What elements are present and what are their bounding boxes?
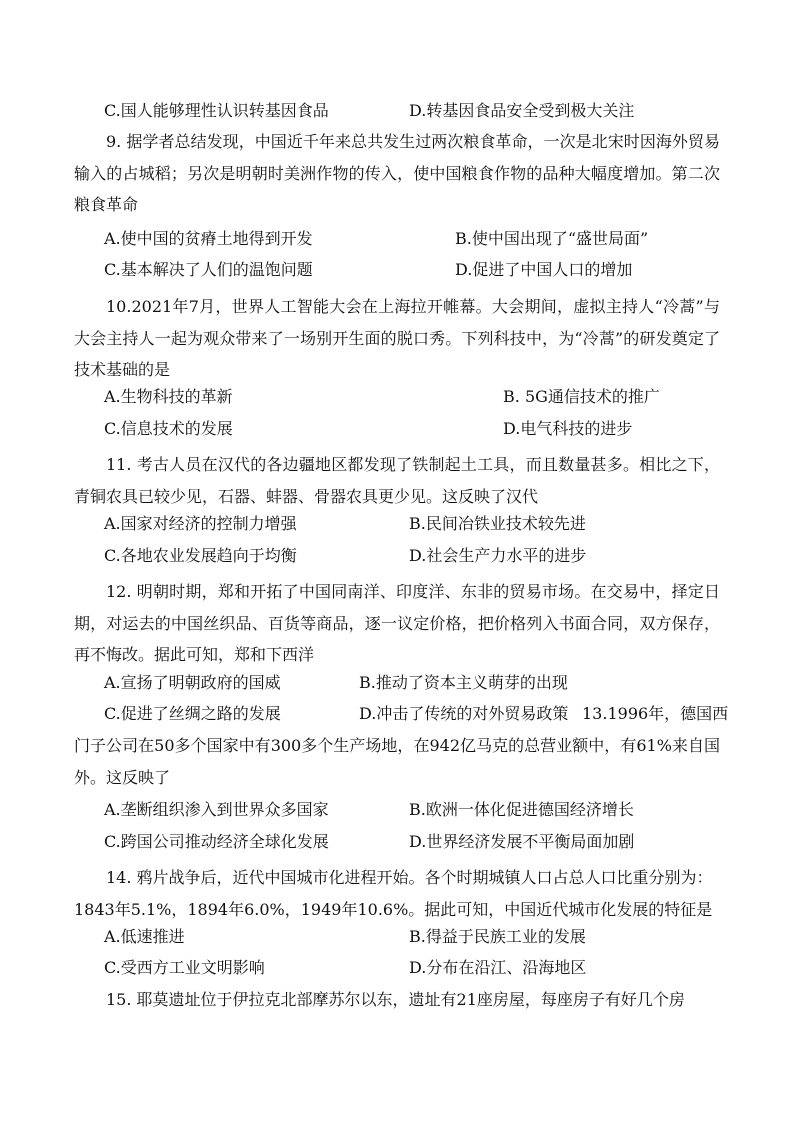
question-text: 2021年7月，世界人工智能大会在上海拉开帷幕。大会期间，虚拟主持人“冷蒿”与大会主持人一起为观众带来了一场别开生面的脱口秀。下列科技中，为“冷蒿”的研发奠定了技术基础的是 [74, 297, 720, 380]
option-letter: D. [359, 704, 377, 723]
q10-stem [74, 291, 720, 386]
option-letter: B. [409, 927, 426, 946]
option-letter: A. [104, 229, 121, 248]
option-letter: D. [409, 832, 427, 851]
option-text: 跨国公司推动经济全球化发展 [120, 832, 329, 851]
q8-option-c [104, 100, 329, 122]
option-text: 5G通信技术的推广 [524, 387, 660, 406]
q12-option-a [104, 672, 281, 694]
option-letter: A. [104, 800, 121, 819]
option-text: 生物科技的革新 [120, 387, 233, 406]
q8-option-d [409, 100, 634, 122]
option-letter: C. [104, 958, 121, 977]
option-text: 低速推进 [120, 927, 185, 946]
q11-option-d [409, 545, 586, 567]
option-text: 欧洲一体化促进德国经济增长 [425, 800, 634, 819]
option-letter: C. [104, 101, 121, 120]
option-letter: C. [104, 832, 121, 851]
option-letter: D. [503, 419, 521, 438]
option-text: 信息技术的发展 [120, 419, 233, 438]
option-text: 国家对经济的控制力增强 [120, 514, 297, 533]
option-text: 转基因食品安全受到极大关注 [426, 101, 635, 120]
option-text: 电气科技的进步 [520, 419, 633, 438]
question-number: 14. [106, 868, 132, 887]
question-number: 13. [582, 704, 608, 723]
option-letter: C. [104, 419, 121, 438]
option-text: 民间冶铁业技术较先进 [425, 514, 586, 533]
option-letter: B. [359, 673, 376, 692]
option-letter: C. [104, 546, 121, 565]
option-text: 社会生产力水平的进步 [426, 546, 587, 565]
q11-option-a [104, 513, 297, 535]
q11-stem [74, 449, 720, 512]
option-text: 宣扬了明朝政府的国威 [120, 673, 281, 692]
q12-option-c [104, 703, 281, 725]
q13-option-d [409, 831, 634, 853]
q10-option-d [503, 418, 632, 440]
question-number: 10. [106, 297, 132, 316]
question-number: 12. [106, 582, 132, 601]
option-letter: B. [409, 800, 426, 819]
option-letter: D. [409, 958, 427, 977]
option-text: 分布在沿江、沿海地区 [426, 958, 587, 977]
option-text: 促进了丝绸之路的发展 [120, 704, 281, 723]
option-text: 推动了资本主义萌芽的出现 [375, 673, 568, 692]
q11-option-c [104, 545, 297, 567]
question-text: 1843年5.1%，1894年6.0%，1949年10.6%。据此可知，中国近代城市化发展的特征是 [74, 900, 713, 919]
option-text: 基本解决了人们的温饱问题 [120, 260, 313, 279]
option-text: 垄断组织渗入到世界众多国家 [120, 800, 329, 819]
q11-option-b [409, 513, 586, 535]
q13-option-b [409, 799, 634, 821]
question-text: 门子公司在50多个国家中有300多个生产场地，在942亿马克的总营业额中，有61%来自国外。这反映了 [74, 736, 720, 787]
q14-option-d [409, 957, 586, 979]
question-number: 9. [106, 132, 122, 151]
q13-option-c [104, 831, 329, 853]
question-text: 考古人员在汉代的各边疆地区都发现了铁制起土工具，而且数量甚多。相比之下，青铜农具已较少见，石器、蚌器、骨器农具更少见。这反映了汉代 [74, 455, 720, 506]
q14-stem [74, 862, 720, 894]
q14-option-b [409, 926, 586, 948]
question-number: 11. [106, 455, 132, 474]
option-text: 使中国出现了“盛世局面” [471, 229, 649, 248]
q10-option-c [104, 418, 233, 440]
option-letter: B. [409, 514, 426, 533]
q12-stem [74, 576, 720, 671]
q9-stem [74, 126, 720, 221]
option-text: 各地农业发展趋向于均衡 [120, 546, 297, 565]
option-text: 促进了中国人口的增加 [472, 260, 633, 279]
option-text: 冲击了传统的对外贸易政策 [376, 704, 569, 723]
option-letter: B. [503, 387, 520, 406]
question-text: 耶莫遗址位于伊拉克北部摩苏尔以东，遗址有21座房屋，每座房子有好几个房 [136, 990, 685, 1009]
option-letter: A. [104, 387, 121, 406]
option-letter: C. [104, 260, 121, 279]
option-letter: D. [409, 101, 427, 120]
option-text: 受西方工业文明影响 [120, 958, 265, 977]
option-letter: D. [409, 546, 427, 565]
q10-option-a [104, 386, 233, 408]
q10-option-b [503, 386, 660, 408]
option-text: 得益于民族工业的发展 [425, 927, 586, 946]
q9-option-d [455, 259, 632, 281]
question-text: 鸦片战争后，近代中国城市化进程开始。各个时期城镇人口占总人口比重分别为： [136, 868, 713, 887]
option-letter: C. [104, 704, 121, 723]
option-letter: A. [104, 514, 121, 533]
q9-option-a [104, 228, 313, 250]
question-text: 1996年，德国西 [607, 704, 729, 723]
option-text: 国人能够理性认识转基因食品 [120, 101, 329, 120]
q15-stem [74, 984, 720, 1016]
question-text: 据学者总结发现，中国近千年来总共发生过两次粮食革命，一次是北宋时因海外贸易输入的占城稻；另次是明朝时美洲作物的传入，使中国粮食作物的品种大幅度增加。第二次粮食革命 [74, 132, 720, 215]
question-text: 明朝时期，郑和开拓了中国同南洋、印度洋、东非的贸易市场。在交易中，择定日期，对运去的中国丝织品、百货等商品，逐一议定价格，把价格列入书面合同，双方保存，再不悔改。据此可知，郑和下西洋 [74, 582, 720, 665]
q14-option-c [104, 957, 265, 979]
option-letter: B. [455, 229, 472, 248]
q13-stem-head [582, 703, 728, 725]
option-letter: A. [104, 673, 121, 692]
option-letter: A. [104, 927, 121, 946]
q9-option-b [455, 228, 648, 250]
q12-option-b [359, 672, 568, 694]
q13-stem [74, 730, 720, 793]
option-text: 世界经济发展不平衡局面加剧 [426, 832, 635, 851]
option-text: 使中国的贫瘠土地得到开发 [120, 229, 313, 248]
q12-option-d [359, 703, 568, 725]
q9-option-c [104, 259, 313, 281]
option-letter: D. [455, 260, 473, 279]
q13-option-a [104, 799, 329, 821]
q14-option-a [104, 926, 185, 948]
question-number: 15. [106, 990, 132, 1009]
q14-stem-rest [74, 894, 720, 926]
